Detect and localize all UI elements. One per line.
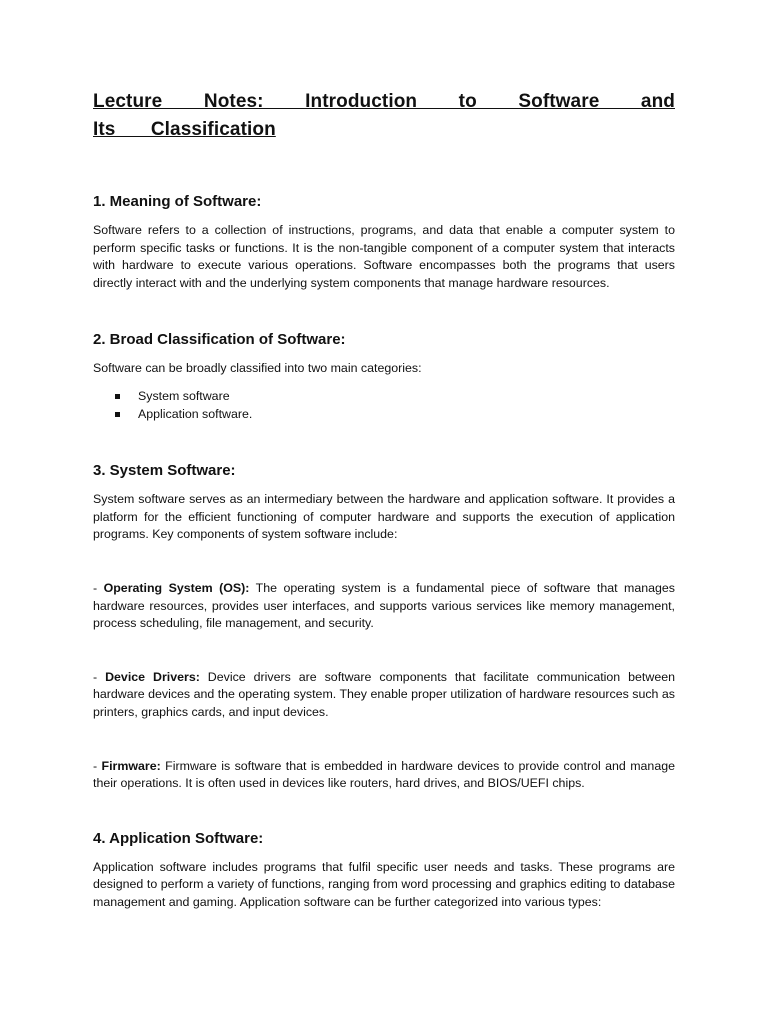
component-device-drivers [93, 669, 675, 722]
square-bullet-icon [115, 394, 120, 399]
component-dash: - [93, 758, 102, 773]
list-item-label: System software [138, 388, 230, 403]
classification-list [115, 388, 675, 423]
component-firmware [93, 758, 675, 793]
component-description: The operating system is a fundamental piece of software that manages hardware resources, provides user interfaces, and supports various services like memory management, process scheduling, file management, and security. [93, 580, 675, 631]
section-heading-meaning: 1. Meaning of Software: [93, 193, 262, 210]
list-item [115, 388, 675, 406]
section-heading-system: 3. System Software: [93, 462, 236, 480]
list-item [115, 406, 675, 424]
component-operating-system [93, 580, 675, 633]
list-item-label: Application software. [138, 406, 253, 421]
application-paragraph: Application software includes programs that fulfil specific user needs and tasks. These programs are designed to perform a variety of functions, ranging from word processing and graphics editing to database management and gaming. Application software can be further categorized into various types: [93, 859, 675, 909]
component-dash: - [93, 669, 106, 684]
document-title: Lecture Notes: Introduction to Software and Its Classification [93, 91, 675, 140]
section-heading-application: 4. Application Software: [93, 829, 264, 847]
component-term: Operating System (OS): [103, 580, 250, 595]
section-heading-classification: 2. Broad Classification of Software: [93, 331, 346, 349]
meaning-paragraph: Software refers to a collection of instructions, programs, and data that enable a computer system to perform specific tasks or functions. It is the non-tangible component of a computer system that interacts with hardware to execute various operations. Software encompasses both the programs that users directly interact with and the underlying system components that manage hardware resources. [93, 223, 675, 290]
component-description: Device drivers are software components that facilitate communication between hardware devices and the operating system. They enable proper utilization of hardware resources such as printers, graphics cards, and input devices. [93, 669, 676, 719]
square-bullet-icon [115, 412, 120, 417]
component-term: Device Drivers: [105, 669, 200, 684]
component-description: Firmware is software that is embedded in hardware devices to provide control and manage their operations. It is often used in devices like routers, hard drives, and BIOS/UEFI chips. [93, 758, 675, 791]
system-paragraph: System software serves as an intermediary between the hardware and application software. It provides a platform for the efficient functioning of computer hardware and supports the execution of application programs. Key components of system software include: [93, 492, 675, 542]
document-page [93, 88, 675, 911]
component-dash: - [93, 580, 104, 595]
component-term: Firmware: [101, 758, 161, 773]
classification-intro: Software can be broadly classified into two main categories: [93, 361, 422, 376]
